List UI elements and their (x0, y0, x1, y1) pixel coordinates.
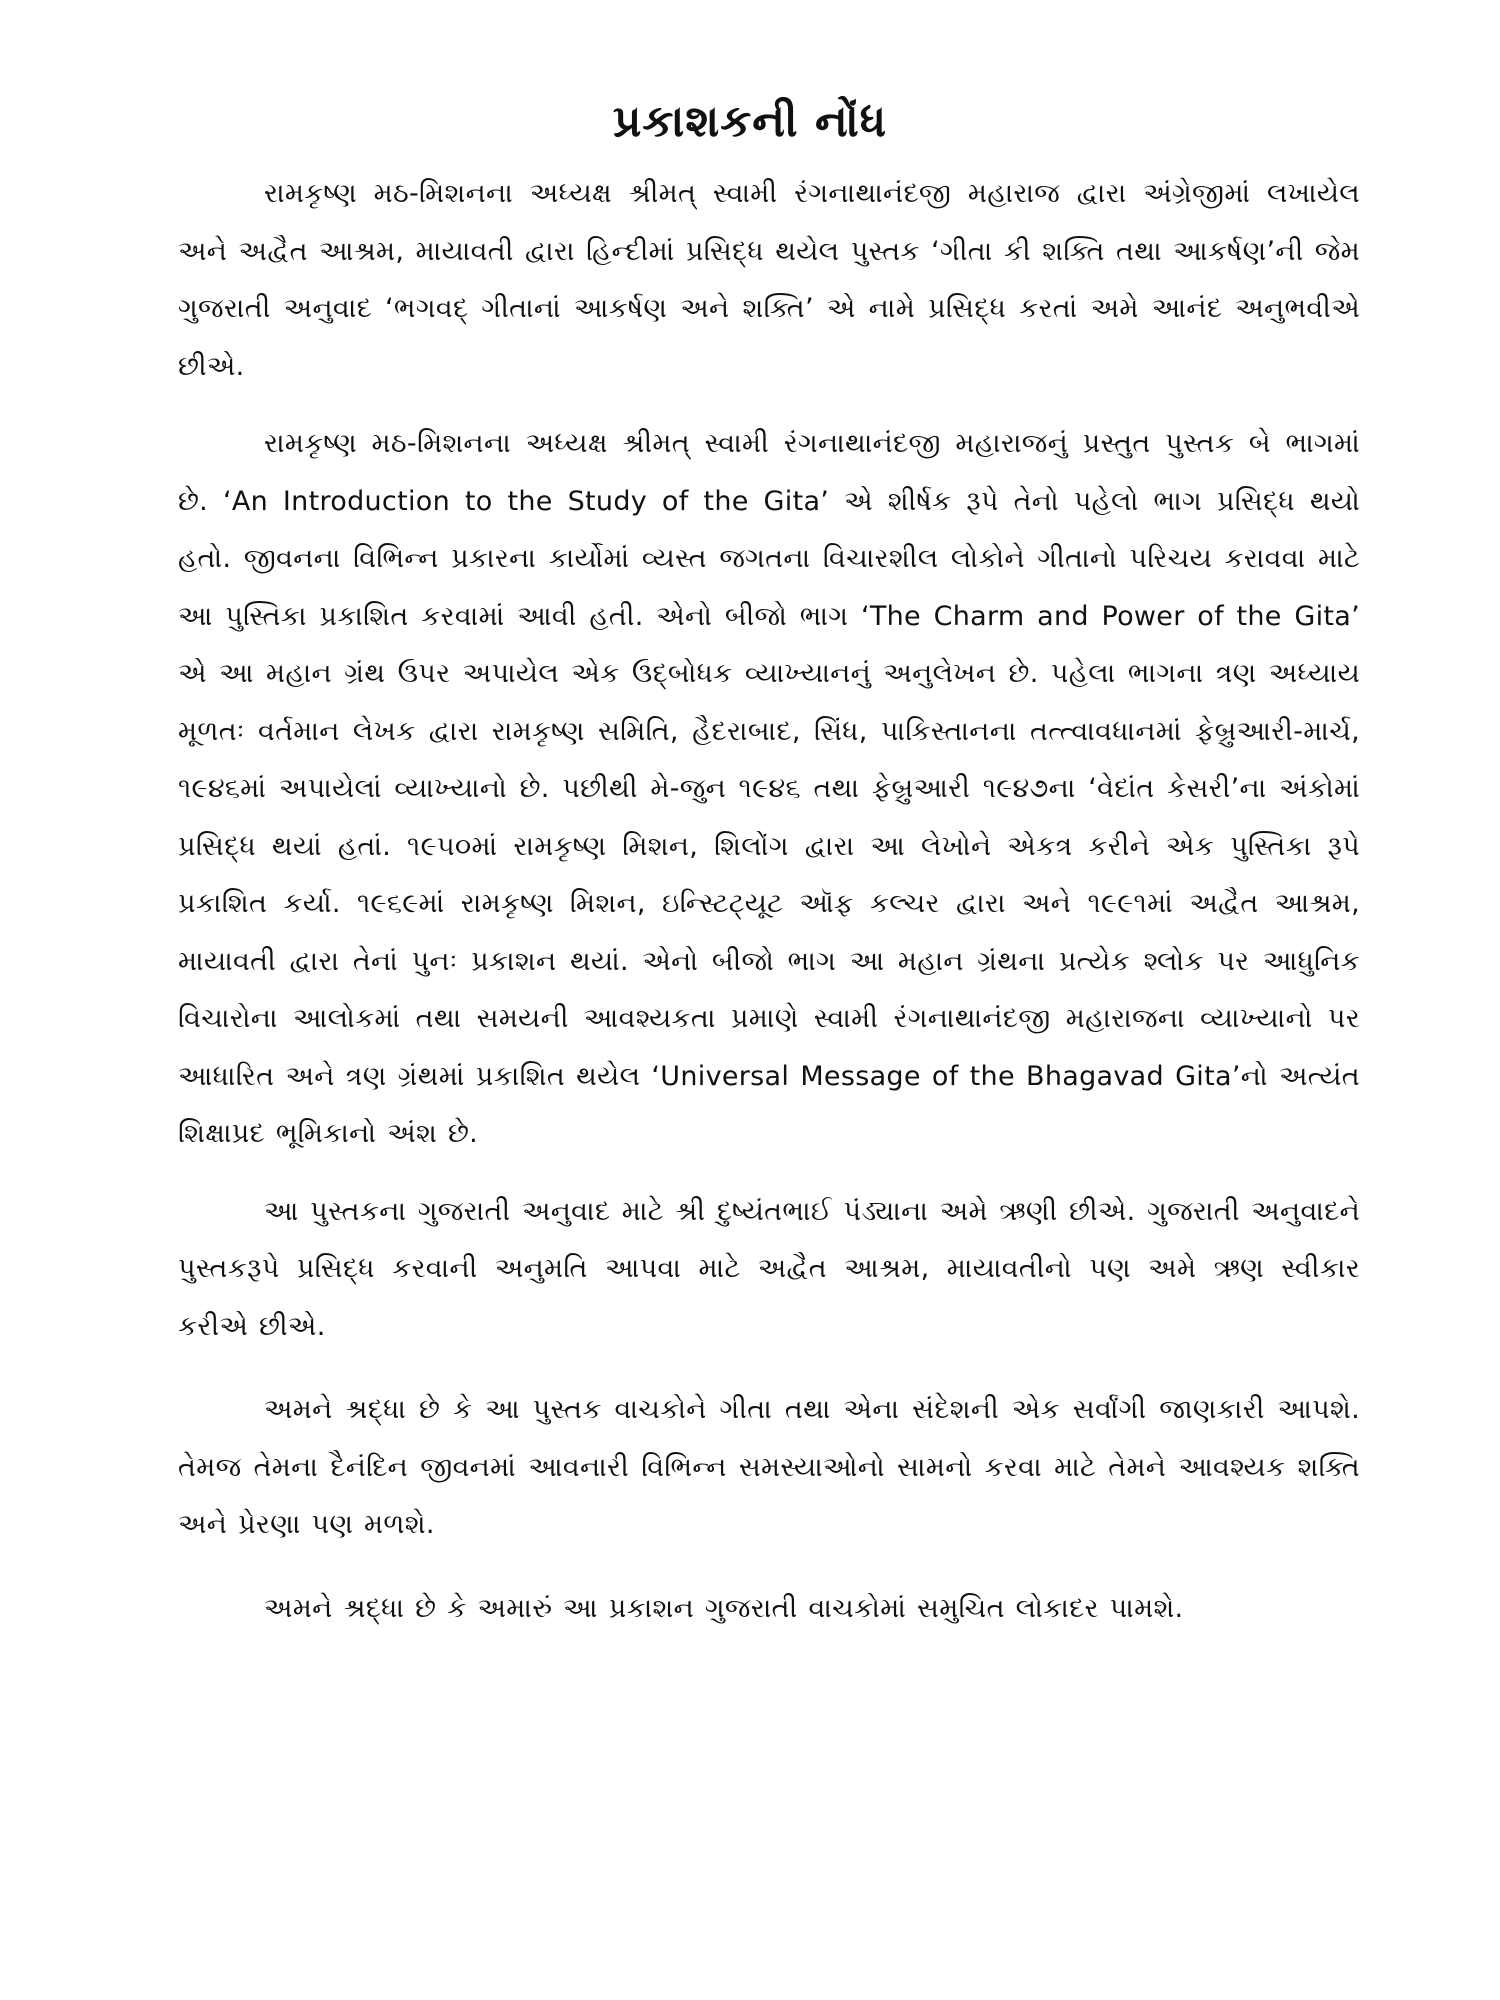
paragraph-closing: અમને શ્રદ્ધા છે કે અમારું આ પ્રકાશન ગુજરાતી વાચકોમાં સમુચિત લોકાદર પામશે. (264, 1592, 1184, 1624)
paragraph-readers-benefit: અમને શ્રદ્ધા છે કે આ પુસ્તક વાચકોને ગીતા તથા એના સંદેશની એક સર્વાંગી જાણકારી આપશે. તેમજ તેમના દૈનંદિન જીવનમાં આવનારી વિભિન્ન સમસ્યાઓનો સામનો કરવા માટે તેમને આવશ્યક શક્તિ અને પ્રેરણા પણ મળશે. (178, 1394, 1360, 1540)
paragraph-book-history: રામકૃષ્ણ મઠ-મિશનના અધ્યક્ષ શ્રીમત્ સ્વામી રંગનાથાનંદજી મહારાજનું પ્રસ્તુત પુસ્તક બે ભાગમાં છે. ‘An Introduction to the Study of the Gita’ એ શીર્ષક રૂપે તેનો પહેલો ભાગ પ્રસિદ્ધ થયો હતો. જીવનના વિભિન્ન પ્રકારના કાર્યોમાં વ્યસ્ત જગતના વિચારશીલ લોકોને ગીતાનો પરિચય કરાવવા માટે આ પુસ્તિકા પ્રકાશિત કરવામાં આવી હતી. એનો બીજો ભાગ ‘The Charm and Power of the Gita’ એ આ મહાન ગ્રંથ ઉપર અપાયેલ એક ઉદ્‌બોધક વ્યાખ્યાનનું અનુલેખન છે. પહેલા ભાગના ત્રણ અધ્યાય મૂળતઃ વર્તમાન લેખક દ્વારા રામકૃષ્ણ સમિતિ, હૈદરાબાદ, સિંધ, પાકિસ્તાનના તત્ત્વાવધાનમાં ફેબ્રુઆરી-માર્ચ, ૧૯૪૬માં અપાયેલાં વ્યાખ્યાનો છે. પછીથી મે-જુન ૧૯૪૬ તથા ફેબ્રુઆરી ૧૯૪૭ના ‘વેદાંત કેસરી’ના અંકોમાં પ્રસિદ્ધ થયાં હતાં. ૧૯૫૦માં રામકૃષ્ણ મિશન, શિલોંગ દ્વારા આ લેખોને એકત્ર કરીને એક પુસ્તિકા રૂપે પ્રકાશિત કર્યા. ૧૯૬૯માં રામકૃષ્ણ મિશન, ઇન્સ્ટિટ્યૂટ ઑફ કલ્ચર દ્વારા અને ૧૯૯૧માં અદ્વૈત આશ્રમ, માયાવતી દ્વારા તેનાં પુનઃ પ્રકાશન થયાં. એનો બીજો ભાગ આ મહાન ગ્રંથના પ્રત્યેક શ્લોક પર આધુનિક વિચારોના આલોકમાં તથા સમયની આવશ્યકતા પ્રમાણે સ્વામી રંગનાથાનંદજી મહારાજના વ્યાખ્યાનો પર આધારિત અને ત્રણ ગ્રંથમાં પ્રકાશિત થયેલ ‘Universal Message of the Bhagavad Gita’નો અત્યંત શિક્ષાપ્રદ ભૂમિકાનો અંશ છે. (178, 428, 1360, 1149)
page-title: પ્રકાશકની નોંધ (612, 96, 888, 147)
paragraph-intro: રામકૃષ્ણ મઠ-મિશનના અધ્યક્ષ શ્રીમત્ સ્વામી રંગનાથાનંદજી મહારાજ દ્વારા અંગ્રેજીમાં લખાયેલ અને અદ્વૈત આશ્રમ, માયાવતી દ્વારા હિન્દીમાં પ્રસિદ્ધ થયેલ પુસ્તક ‘ગીતા કી શક્તિ તથા આકર્ષણ’ની જેમ ગુજરાતી અનુવાદ ‘ભગવદ્ ગીતાનાં આકર્ષણ અને શક્તિ’ એ નામે પ્રસિદ્ધ કરતાં અમે આનંદ અનુભવીએ છીએ. (178, 178, 1360, 382)
paragraph-acknowledgement: આ પુસ્તકના ગુજરાતી અનુવાદ માટે શ્રી દુષ્યંતભાઈ પંડ્યાના અમે ઋણી છીએ. ગુજરાતી અનુવાદને પુસ્તકરૂપે પ્રસિદ્ધ કરવાની અનુમતિ આપવા માટે અદ્વૈત આશ્રમ, માયાવતીનો પણ અમે ઋણ સ્વીકાર કરીએ છીએ. (178, 1195, 1360, 1342)
document-body (178, 165, 1360, 1663)
